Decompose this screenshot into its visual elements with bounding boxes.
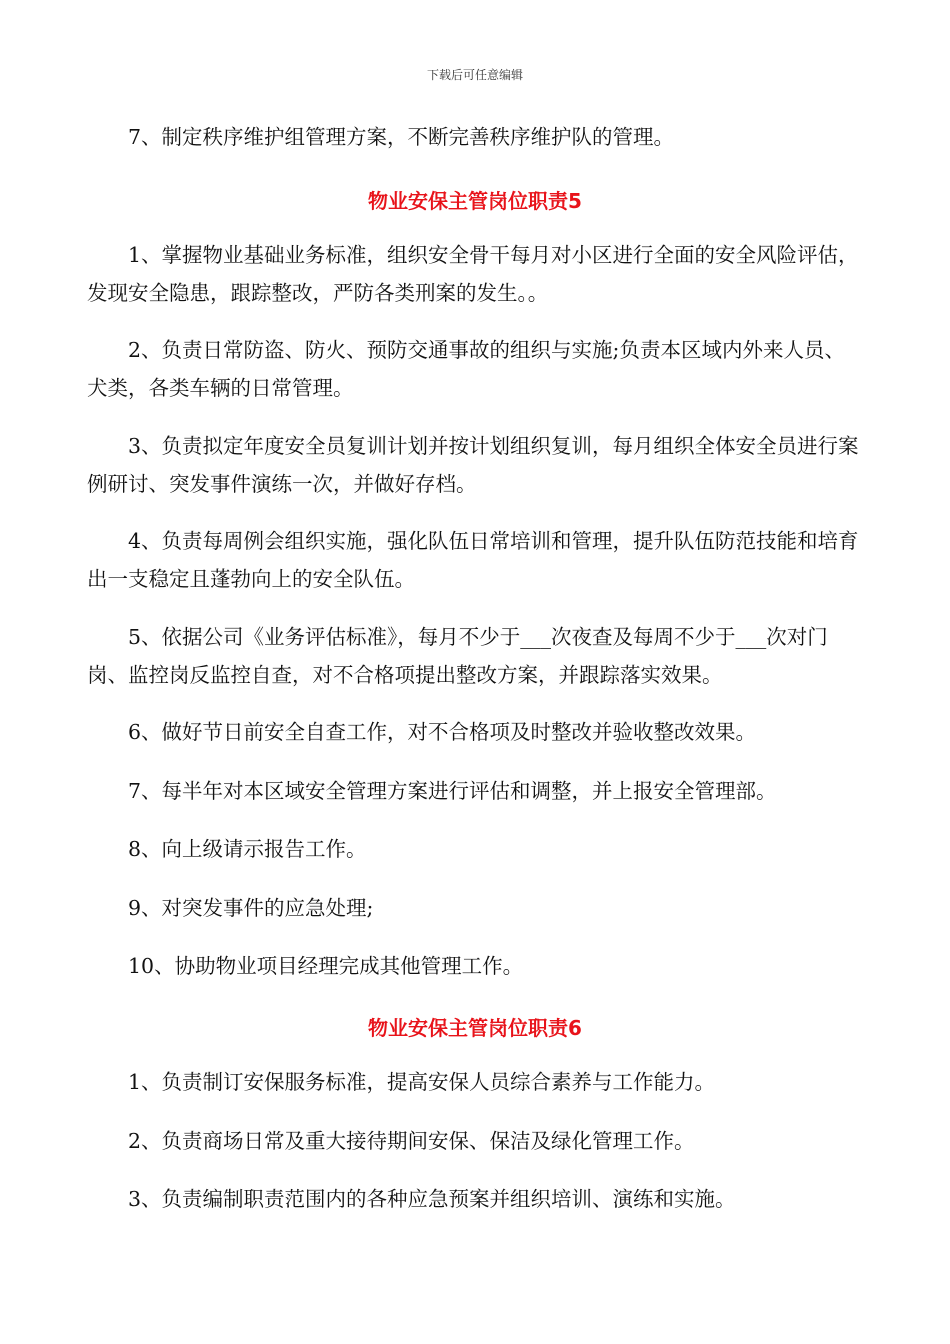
paragraph-item: 8、向上级请示报告工作。 [128,837,367,861]
paragraph-item: 6、做好节日前安全自查工作，对不合格项及时整改并验收整改效果。 [128,720,757,744]
paragraph-item: 3、负责编制职责范围内的各种应急预案并组织培训、演练和实施。 [128,1187,736,1211]
paragraph-item: 7、每半年对本区域安全管理方案进行评估和调整，并上报安全管理部。 [128,779,777,803]
section-heading-6: 物业安保主管岗位职责6 [368,1016,582,1040]
paragraph-item: 1、负责制订安保服务标准，提高安保人员综合素养与工作能力。 [128,1070,716,1094]
paragraph-item: 9、对突发事件的应急处理; [128,896,374,920]
paragraph-item: 5、依据公司《业务评估标准》，每月不少于___次夜查及每周不少于___次对门岗、监控岗反监控自查，对不合格项提出整改方案，并跟踪落实效果。 [87,625,828,687]
paragraph-item: 1、掌握物业基础业务标准，组织安全骨干每月对小区进行全面的安全风险评估，发现安全隐患，跟踪整改，严防各类刑案的发生。。 [87,243,859,305]
page-header-note: 下载后可任意编辑 [426,68,523,82]
paragraph-item: 3、负责拟定年度安全员复训计划并按计划组织复训，每月组织全体安全员进行案例研讨、突发事件演练一次，并做好存档。 [87,434,859,496]
paragraph-item: 10、协助物业项目经理完成其他管理工作。 [128,954,524,978]
paragraph-item: 2、负责日常防盗、防火、预防交通事故的组织与实施;负责本区域内外来人员、犬类，各类车辆的日常管理。 [87,338,845,400]
section-heading-5: 物业安保主管岗位职责5 [368,189,582,213]
paragraph-item: 4、负责每周例会组织实施，强化队伍日常培训和管理，提升队伍防范技能和培育出一支稳定且蓬勃向上的安全队伍。 [87,529,859,591]
paragraph-item: 2、负责商场日常及重大接待期间安保、保洁及绿化管理工作。 [128,1129,695,1153]
paragraph-item: 7、制定秩序维护组管理方案，不断完善秩序维护队的管理。 [128,125,675,149]
